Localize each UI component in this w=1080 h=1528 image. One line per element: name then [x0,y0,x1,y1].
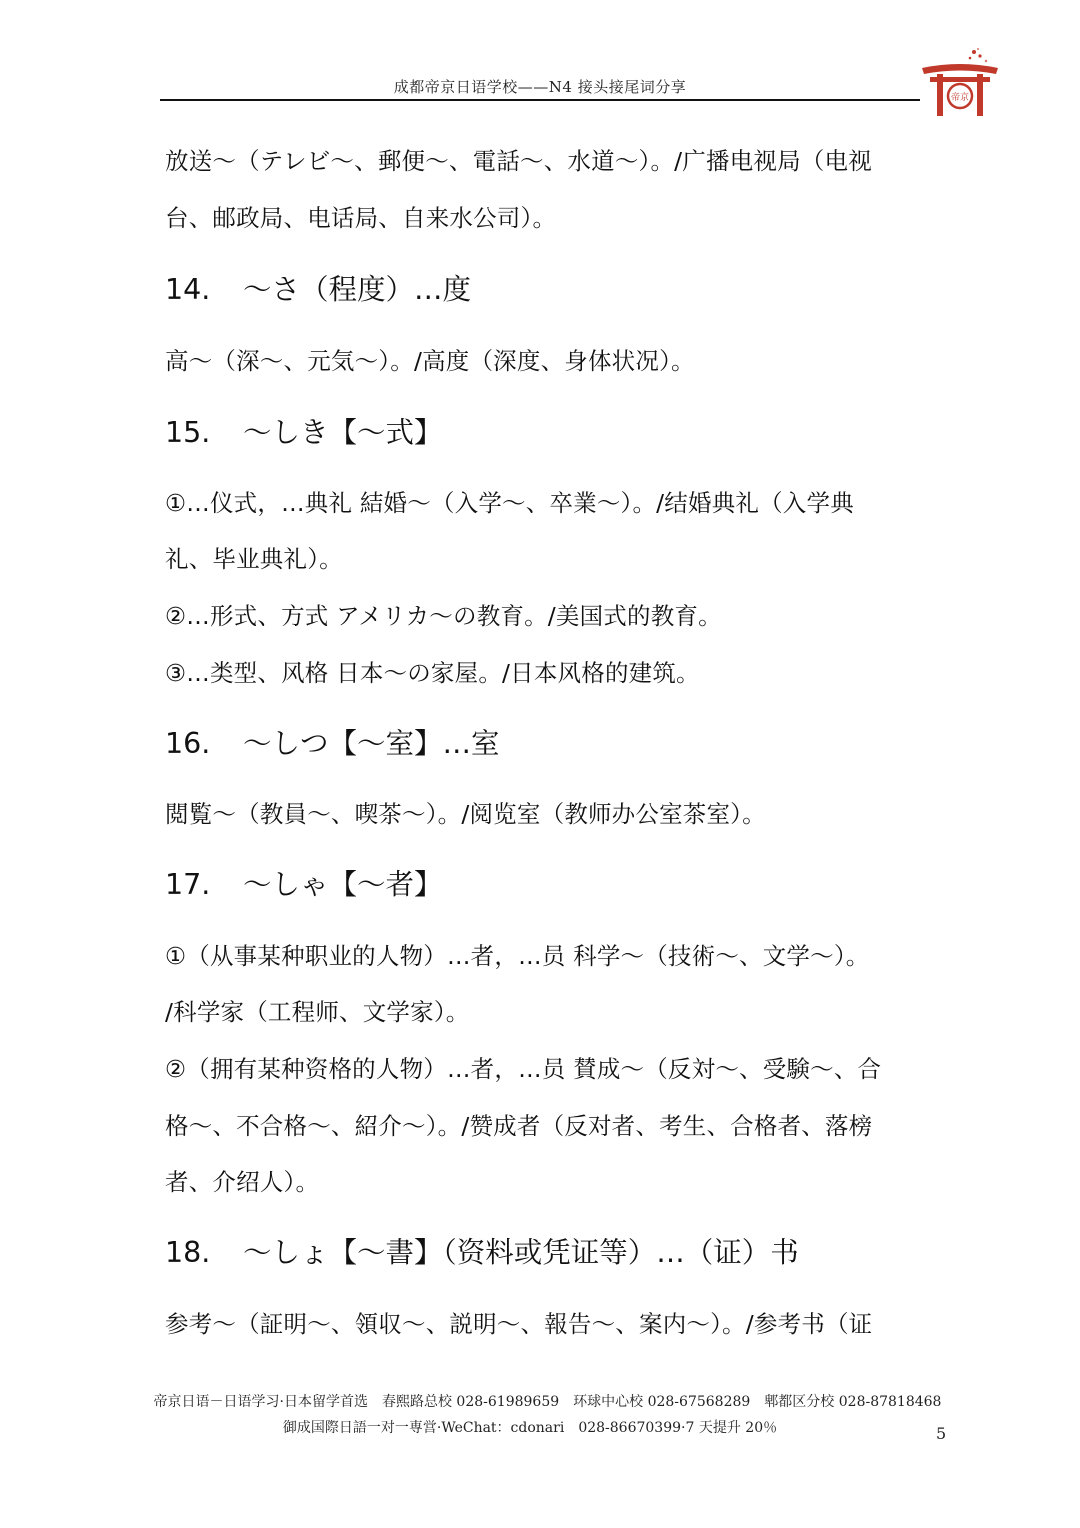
body-line: /科学家（工程师、文学家）。 [165,998,470,1026]
body-line: ③…类型、风格 日本〜の家屋。/日本风格的建筑。 [165,659,700,687]
body-line: ②（拥有某种资格的人物）…者，…员 賛成〜（反対〜、受験〜、合 [165,1055,882,1083]
body-line: 閲覧〜（教員〜、喫茶〜）。/阅览室（教师办公室茶室）。 [165,800,766,828]
body-line: 放送〜（テレビ〜、郵便〜、電話〜、水道〜）。/广播电视局（电视 [165,147,872,175]
section-title: 〜しょ【〜書】（资料或凭证等）…（证）书 [243,1236,799,1269]
section-title: 〜しき【〜式】 [243,416,443,449]
section-title: 〜しゃ【〜者】 [243,868,443,901]
section-number: 16. [165,727,211,760]
section-heading-15 [165,410,443,451]
body-line: ②…形式、方式 アメリカ〜の教育。/美国式的教育。 [165,602,722,630]
body-line: 礼、毕业典礼）。 [165,545,343,573]
section-title: 〜さ（程度）…度 [243,273,472,306]
section-number: 14. [165,273,211,306]
body-line: 者、介绍人）。 [165,1168,320,1196]
section-title: 〜しつ【〜室】…室 [243,727,500,760]
body-line: 高〜（深〜、元気〜）。/高度（深度、身体状况）。 [165,347,695,375]
section-number: 17. [165,868,211,901]
body-line: 台、邮政局、电话局、自来水公司）。 [165,204,557,232]
body-line: ①…仪式，…典礼 結婚〜（入学〜、卒業〜）。/结婚典礼（入学典 [165,489,854,517]
page-number: 5 [936,1424,947,1443]
footer-contact-line: 帝京日语－日语学习·日本留学首选 春熙路总校 028-61989659 环球中心校 028-67568289 郫都区分校 028-87818468 [153,1394,942,1410]
school-logo-torii-icon [918,44,1002,120]
body-line: 参考〜（証明〜、領収〜、説明〜、報告〜、案内〜）。/参考书（证 [165,1310,873,1338]
section-heading-18 [165,1230,799,1271]
header-divider [160,99,920,101]
section-heading-17 [165,862,443,903]
logo-text: 帝京 [950,93,970,103]
section-heading-16 [165,721,500,762]
section-heading-14 [165,267,471,308]
body-line: ①（从事某种职业的人物）…者，…员 科学〜（技術〜、文学〜）。 [165,942,870,970]
page-header-title: 成都帝京日语学校——N4 接头接尾词分享 [393,78,687,96]
section-number: 15. [165,416,211,449]
section-number: 18. [165,1236,211,1269]
body-line: 格〜、不合格〜、紹介〜）。/赞成者（反对者、考生、合格者、落榜 [165,1112,873,1140]
footer-wechat-line: 御成国際日語一对一専営·WeChat：cdonari 028-86670399·7 天提升 20％ [282,1420,778,1436]
